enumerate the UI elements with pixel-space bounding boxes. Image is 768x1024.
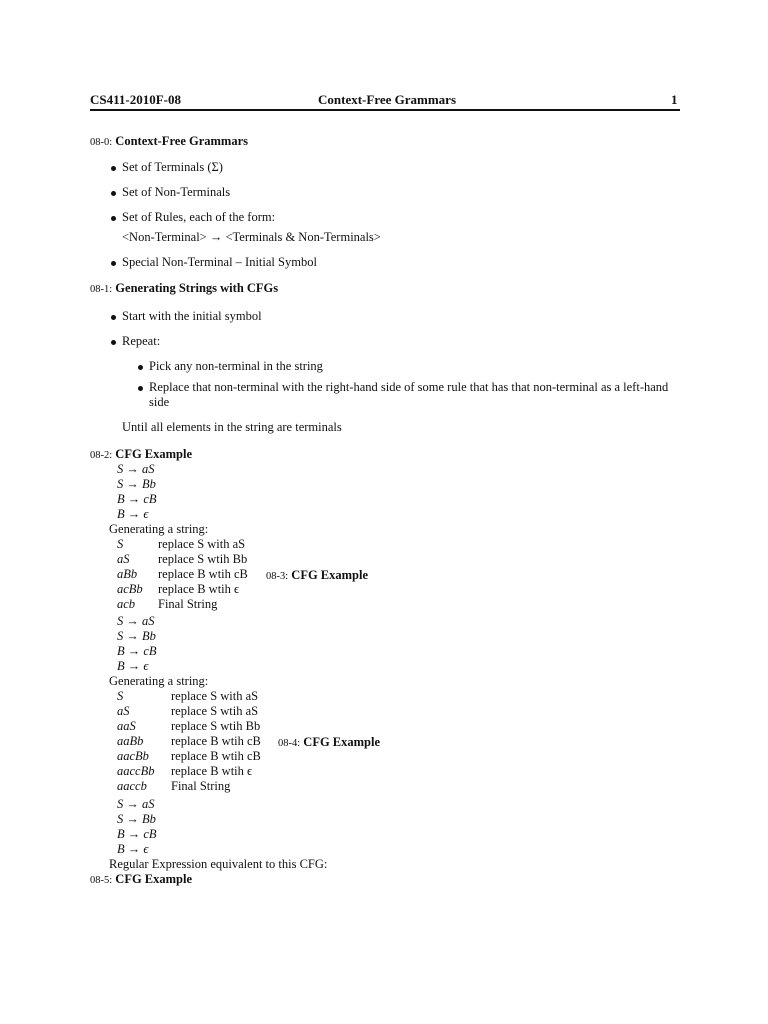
section-number: 08-0:: [90, 137, 113, 148]
bullet-text: Set of Terminals (Σ): [122, 160, 223, 174]
grammar-rule: B → ϵ: [117, 507, 149, 521]
derivation-string: aS: [117, 552, 130, 566]
derivation-step: replace S with aS: [158, 537, 246, 551]
paragraph: Regular Expression equivalent to this CFG:: [109, 857, 328, 871]
paragraph: Generating a string:: [109, 674, 209, 688]
bullet-icon: [111, 261, 116, 266]
derivation-step: replace B wtih cB: [171, 749, 261, 763]
sub-bullet-text: Replace that non-terminal with the right-hand side of some rule that has that non-terminal as a left-hand: [149, 380, 669, 394]
section-title: CFG Example: [291, 568, 369, 582]
derivation-step: replace B wtih ϵ: [171, 764, 253, 778]
section-number: 08-5:: [90, 875, 113, 886]
derivation-step: replace S with aS: [171, 689, 259, 703]
bullet-icon: [111, 216, 116, 221]
derivation-string: S: [117, 689, 124, 703]
bullet-text: Set of Rules, each of the form:: [122, 210, 276, 224]
paragraph: Generating a string:: [109, 522, 209, 536]
section-title: CFG Example: [115, 872, 193, 886]
derivation-step: replace B wtih cB: [171, 734, 261, 748]
grammar-rule: S → aS: [117, 462, 155, 476]
section-heading: [90, 447, 192, 462]
derivation-string: aacBb: [117, 749, 149, 763]
section-number: 08-1:: [90, 284, 113, 295]
derivation-step: replace B wtih ϵ: [158, 582, 240, 596]
page-number: 1: [671, 92, 678, 107]
section-heading: [90, 872, 192, 887]
derivation-string: S: [117, 537, 124, 551]
bullet-text: Special Non-Terminal – Initial Symbol: [122, 255, 317, 269]
section-heading: [278, 735, 380, 750]
document-title: Context-Free Grammars: [318, 92, 457, 107]
section-heading: [266, 568, 368, 583]
derivation-string: acb: [117, 597, 136, 611]
section-title: Generating Strings with CFGs: [115, 281, 279, 295]
sub-bullet-icon: [138, 386, 143, 391]
derivation-step: replace S wtih Bb: [171, 719, 261, 733]
grammar-rule: B → cB: [117, 644, 157, 658]
grammar-rule: B → ϵ: [117, 659, 149, 673]
derivation-string: aBb: [117, 567, 138, 581]
derivation-step: Final String: [171, 779, 231, 793]
grammar-rule: B → cB: [117, 827, 157, 841]
grammar-rule: S → Bb: [117, 629, 156, 643]
header-rule: [90, 109, 680, 111]
bullet-text: Repeat:: [122, 334, 161, 348]
sub-bullet-icon: [138, 365, 143, 370]
derivation-string: acBb: [117, 582, 143, 596]
bullet-icon: [111, 315, 116, 320]
derivation-string: aS: [117, 704, 130, 718]
derivation-string: aaBb: [117, 734, 144, 748]
bullet-text: Set of Non-Terminals: [122, 185, 231, 199]
section-heading: [90, 281, 278, 296]
sub-bullet-text: Pick any non-terminal in the string: [149, 359, 323, 373]
bullet-text: Start with the initial symbol: [122, 309, 262, 323]
derivation-string: aaccb: [117, 779, 147, 793]
bullet-icon: [111, 191, 116, 196]
grammar-rule: B → cB: [117, 492, 157, 506]
sub-bullet-text: side: [149, 395, 170, 409]
section-number: 08-3:: [266, 571, 289, 582]
bullet-text: <Non-Terminal> → <Terminals & Non-Terminals>: [122, 230, 381, 244]
grammar-rule: B → ϵ: [117, 842, 149, 856]
bullet-icon: [111, 340, 116, 345]
section-title: CFG Example: [115, 447, 193, 461]
derivation-step: Final String: [158, 597, 218, 611]
derivation-step: replace B wtih cB: [158, 567, 248, 581]
grammar-rule: S → aS: [117, 797, 155, 811]
grammar-rule: S → aS: [117, 614, 155, 628]
course-code: CS411-2010F-08: [90, 92, 181, 107]
bullet-icon: [111, 166, 116, 171]
section-heading: [90, 134, 248, 149]
grammar-rule: S → Bb: [117, 477, 156, 491]
grammar-rule: S → Bb: [117, 812, 156, 826]
section-number: 08-4:: [278, 738, 301, 749]
derivation-step: replace S wtih aS: [171, 704, 259, 718]
derivation-string: aaccBb: [117, 764, 155, 778]
paragraph: Until all elements in the string are terminals: [122, 420, 342, 434]
derivation-step: replace S wtih Bb: [158, 552, 248, 566]
section-title: CFG Example: [303, 735, 381, 749]
section-title: Context-Free Grammars: [115, 134, 248, 148]
derivation-string: aaS: [117, 719, 136, 733]
section-number: 08-2:: [90, 450, 113, 461]
